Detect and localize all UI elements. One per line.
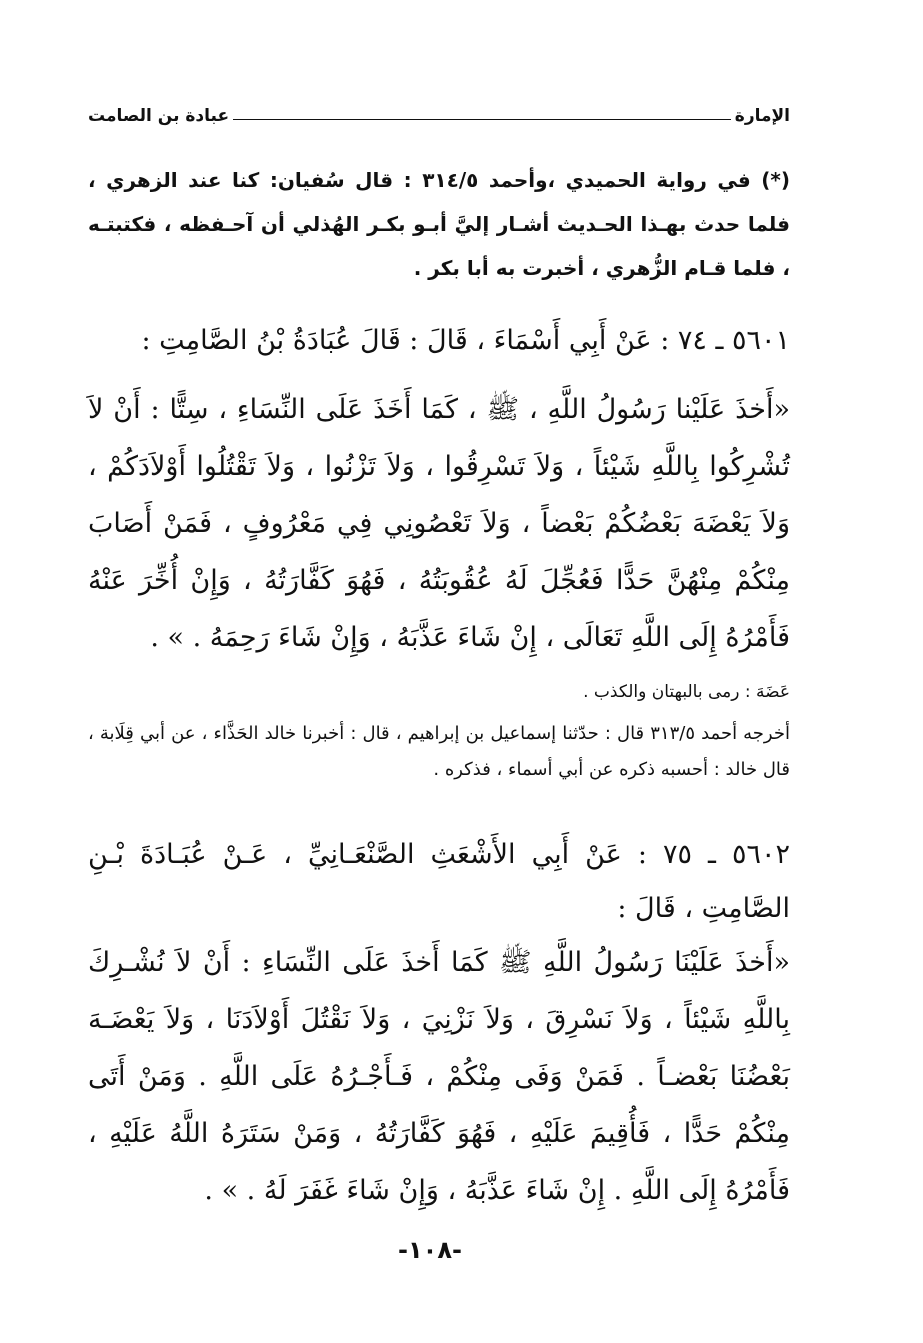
hadith-2-text: «أَخذَ عَلَيْنَا رَسُولُ اللَّهِ ﷺ كَمَا أَخذَ عَلَى النِّسَاءِ : أَنْ لاَ نُشْـرِكَ بِاللَّهِ شَيْئاً ، وَلاَ نَسْرِقَ ، وَلاَ نَزْنِيَ ، وَلاَ نَقْتُلَ أَوْلاَدَنَا ، وَلاَ يَعْضَـهَ بَعْضُنَا بَعْضـاً . فَمَنْ وَفَى مِنْكُمْ ، فَـأَجْـرُهُ عَلَى اللَّهِ . وَمَنْ أَتَى مِنْكُمْ حَدًّا ، فَأُقِيمَ عَلَيْهِ ، فَهُوَ كَفَّارَتُهُ ، وَمَنْ سَتَرَهُ اللَّهُ عَلَيْهِ ، فَأَمْرُهُ إِلَى اللَّهِ . إِنْ شَاءَ عَذَّبَهُ ، وَإِنْ شَاءَ غَفَرَ لَهُ . » . xyxy=(88,947,790,1206)
header-section-title: عبادة بن الصامت xyxy=(88,106,230,126)
header-rule xyxy=(233,119,731,120)
hadith-2-heading: ٥٦٠٢ ـ ٧٥ : عَنْ أَبِي الأَشْعَثِ الصَّنْعَـانِيِّ ، عَـنْ عُبَـادَةَ بْـنِ الصَّامِتِ ، قَالَ : xyxy=(88,839,790,924)
hadith-1-gloss: عَضَهَ : رمى بالبهتان والكذب . xyxy=(583,682,790,702)
hadith-1-heading: ٥٦٠١ ـ ٧٤ : عَنْ أَبِي أَسْمَاءَ ، قَالَ : قَالَ عُبَادَةُ بْنُ الصَّامِتِ : xyxy=(141,325,790,356)
header-chapter-title: الإمارة xyxy=(734,106,790,126)
hadith-1-takhrij: أخرجه أحمد ٣١٣/٥ قال : حدّثنا إسماعيل بن إبراهيم ، قال : أخبرنا خالد الحَذَّاء ، عن أبي قِلَابة ، قال خالد : أحسبه ذكره عن أبي أسماء ، فذكره . xyxy=(88,723,790,780)
page-number: -١٠٨- xyxy=(398,1236,462,1264)
intro-footnote: (*) في رواية الحميدي ،وأحمد ٣١٤/٥ : قال سُفيان: كنا عند الزهري ، فلما حدث بهـذا الحـديث أشـار إليَّ أبـو بكـر الهُذلي أن آحـفظه ، فكتبتـه ، فلما قـام الزُّهري ، أخبرت به أبا بكر . xyxy=(88,168,790,280)
running-header xyxy=(88,92,790,126)
hadith-1-text: «أَخذَ عَلَيْنا رَسُولُ اللَّهِ ، ﷺ ، كَمَا أَخَذَ عَلَى النِّسَاءِ ، سِتًّا : أَنْ لاَ تُشْرِكُوا بِاللَّهِ شَيْئاً ، وَلاَ تَسْرِقُوا ، وَلاَ تَزْنُوا ، وَلاَ تَقْتُلُوا أَوْلاَدَكُمْ ، وَلاَ يَعْضَهَ بَعْضُكُمْ بَعْضاً ، وَلاَ تَعْصُونِي فِي مَعْرُوفٍ ، فَمَنْ أَصَابَ مِنْكُمْ مِنْهُنَّ حَدًّا فَعُجِّلَ لَهُ عُقُوبَتُهُ ، فَهُوَ كَفَّارَتُهُ ، وَإِنْ أُخِّرَ عَنْهُ فَأَمْرُهُ إِلَى اللَّهِ تَعَالَى ، إِنْ شَاءَ عَذَّبَهُ ، وَإِنْ شَاءَ رَحِمَهُ . » . xyxy=(88,394,790,653)
